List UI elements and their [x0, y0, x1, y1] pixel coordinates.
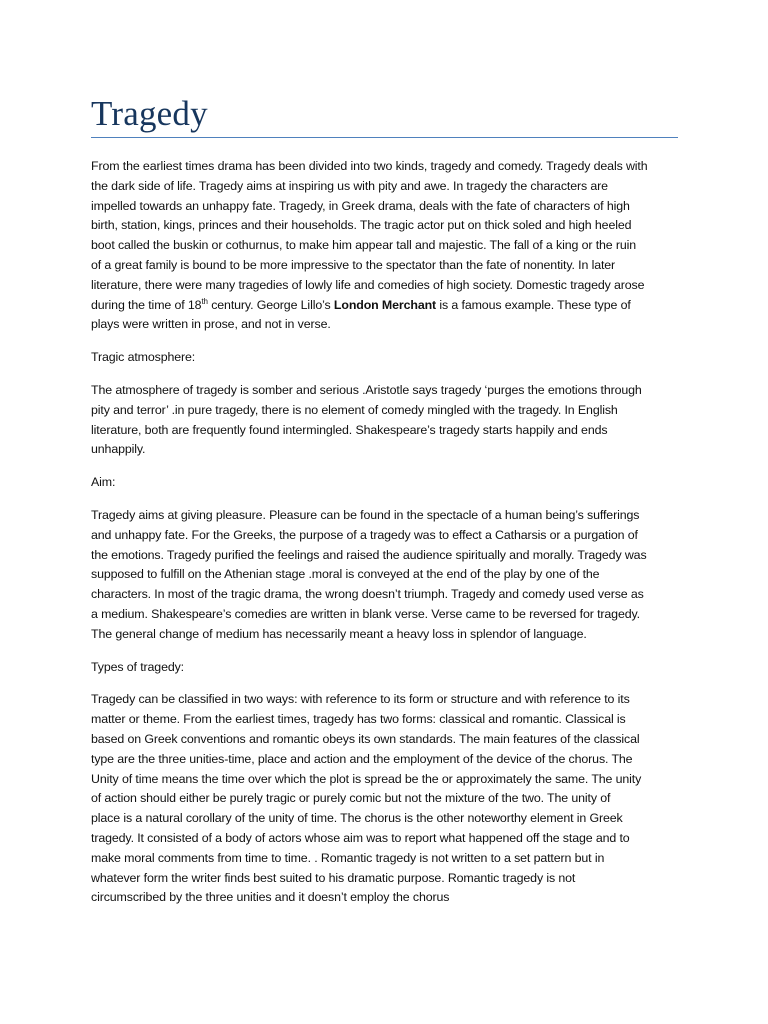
text-run: during the time of 18: [91, 297, 202, 312]
section-heading-types: Types of tragedy:: [91, 659, 185, 674]
text-line: unhappily.: [91, 442, 146, 457]
text-line: impelled towards an unhappy fate. Tragedy, in Greek drama, deals with the fate of characters of high: [91, 198, 630, 213]
document-title: Tragedy: [91, 94, 208, 133]
text-line: [91, 296, 678, 316]
text-line: supposed to fulfill on the Athenian stage .moral is conveyed at the end of the play by one of the: [91, 567, 600, 582]
text-line: matter or theme. From the earliest times, tragedy has two forms: classical and romantic. Classical is: [91, 712, 626, 727]
text-line: boot called the buskin or cothurnus, to make him appear tall and majestic. The fall of a king or the ruin: [91, 238, 637, 253]
text-line: the dark side of life. Tragedy aims at inspiring us with pity and awe. In tragedy the characters are: [91, 178, 608, 193]
text-line: type are the three unities-time, place and action and the employment of the device of the chorus. The: [91, 751, 633, 766]
text-run: century. George Lillo’s: [207, 297, 334, 312]
title-underline: [91, 137, 678, 138]
ordinal-suffix: th: [201, 296, 208, 306]
text-line: a medium. Shakespeare’s comedies are written in blank verse. Verse came to be reversed for tragedy.: [91, 606, 640, 621]
text-line: plays were written in prose, and not in verse.: [91, 317, 331, 332]
text-line: and unhappy fate. For the Greeks, the purpose of a tragedy was to effect a Catharsis or a purgation of: [91, 527, 638, 542]
text-line: The general change of medium has necessarily meant a heavy loss in splendor of language.: [91, 626, 587, 641]
text-line: tragedy. It consisted of a body of actors whose aim was to report what happened off the stage and to: [91, 830, 630, 845]
text-run: is a famous example. These type of: [436, 297, 631, 312]
aim-paragraph: [91, 506, 678, 645]
document-body: [91, 157, 678, 921]
text-line: Unity of time means the time over which the plot is spread be the or approximately the same. The unity: [91, 771, 642, 786]
section-heading-atmosphere: Tragic atmosphere:: [91, 350, 196, 365]
types-paragraph: [91, 690, 678, 908]
text-line: literature, there were many tragedies of lowly life and comedies of high society. Domestic tragedy arose: [91, 277, 645, 292]
text-line: Tragedy can be classified in two ways: with reference to its form or structure and with reference to its: [91, 692, 630, 707]
text-line: make moral comments from time to time. . Romantic tragedy is not written to a set pattern but in: [91, 850, 605, 865]
text-line: based on Greek conventions and romantic obeys its own standards. The main features of the classical: [91, 731, 640, 746]
atmosphere-paragraph: [91, 381, 678, 460]
text-line: circumscribed by the three unities and it doesn’t employ the chorus: [91, 890, 450, 905]
intro-paragraph: [91, 157, 678, 335]
section-heading-aim: Aim:: [91, 475, 116, 490]
text-line: of action should either be purely tragic or purely comic but not the mixture of the two. The unity of: [91, 791, 611, 806]
text-line: whatever form the writer finds best suited to his dramatic purpose. Romantic tragedy is not: [91, 870, 576, 885]
text-line: From the earliest times drama has been divided into two kinds, tragedy and comedy. Tragedy deals with: [91, 159, 648, 173]
text-line: pity and terror’ .in pure tragedy, there is no element of comedy mingled with the tragedy. In English: [91, 402, 618, 417]
text-line: characters. In most of the tragic drama, the wrong doesn’t triumph. Tragedy and comedy used verse as: [91, 587, 644, 602]
text-line: the emotions. Tragedy purified the feelings and raised the audience spiritually and morally. Tragedy was: [91, 547, 647, 562]
text-line: of a great family is bound to be more impressive to the spectator than the fate of nonentity. In later: [91, 257, 616, 272]
work-title: London Merchant: [333, 297, 437, 312]
text-line: literature, both are frequently found intermingled. Shakespeare’s tragedy starts happily and ends: [91, 422, 608, 437]
text-line: birth, station, kings, princes and their households. The tragic actor put on thick soled and high heeled: [91, 218, 632, 233]
text-line: The atmosphere of tragedy is somber and serious .Aristotle says tragedy ‘purges the emotions through: [91, 382, 642, 397]
text-line: place is a natural corollary of the unity of time. The chorus is the other noteworthy element in Greek: [91, 811, 623, 826]
text-line: Tragedy aims at giving pleasure. Pleasure can be found in the spectacle of a human being’s sufferings: [91, 507, 640, 522]
